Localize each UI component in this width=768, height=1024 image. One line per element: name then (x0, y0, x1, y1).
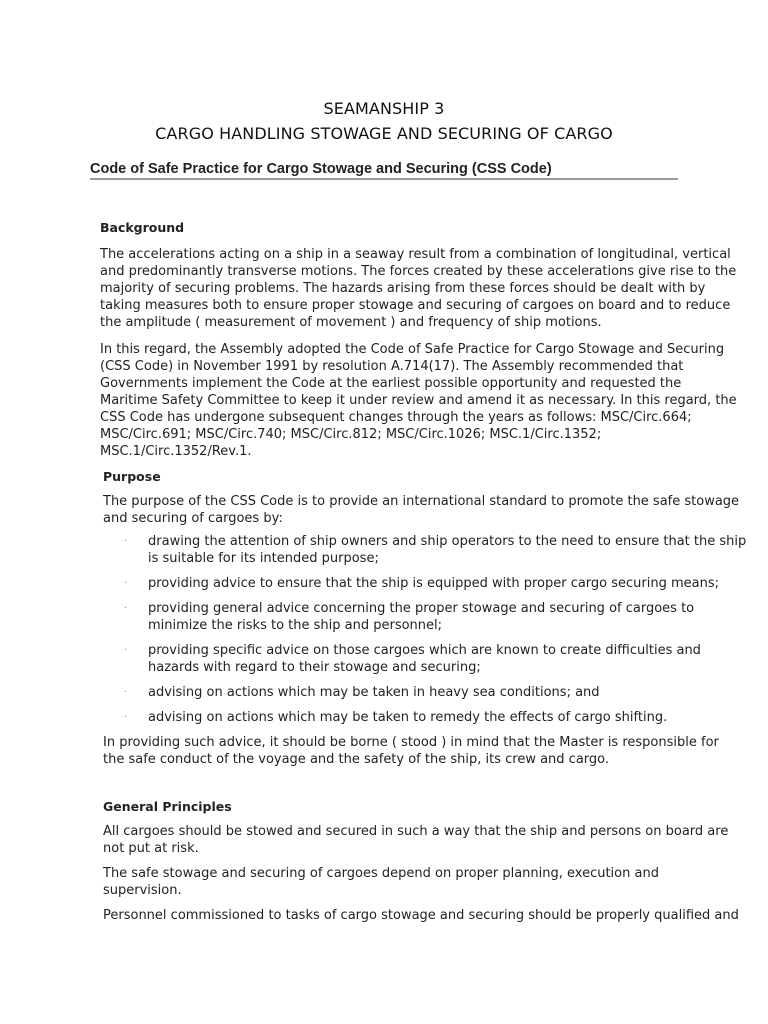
purpose-intro: The purpose of the CSS Code is to provide an international standard to promote the safe stowage and securing of cargoes by: (103, 494, 740, 526)
list-item-text: advising on actions which may be taken to remedy the effects of cargo shifting. (148, 710, 668, 725)
bullet-marker: · (124, 603, 128, 614)
list-item-text: advising on actions which may be taken in heavy sea conditions; and (148, 685, 600, 700)
title-block (0, 96, 768, 146)
general-principles-heading: General Principles (103, 799, 232, 814)
code-heading: Code of Safe Practice for Cargo Stowage and Securing (CSS Code) (90, 161, 678, 180)
list-item (100, 575, 748, 592)
list-item (100, 642, 748, 676)
bullet-marker: · (124, 712, 128, 723)
background-paragraph-2: In this regard, the Assembly adopted the Code of Safe Practice for Cargo Stowage and Securing (CSS Code) in November 1991 by resolution A.714(17). The Assembly recommended that Governments implement the Code at the earliest possible opportunity and requested the Maritime Safety Committee to keep it under review and amend it as necessary. In this regard, the CSS Code has undergone subsequent changes through the years as follows: MSC/Circ.664; MSC/Circ.691; MSC/Circ.740; MSC/Circ.812; MSC/Circ.1026; MSC.1/Circ.1352; MSC.1/Circ.1352/Rev.1. (100, 342, 737, 459)
document-body (100, 219, 747, 924)
list-item (100, 709, 748, 726)
background-paragraph-1: The accelerations acting on a ship in a seaway result from a combination of longitudinal, vertical and predominantly transverse motions. The forces created by these accelerations give rise to the majority of securing problems. The hazards arising from these forces should be dealt with by taking measures both to ensure proper stowage and securing of cargoes on board and to reduce the amplitude ( measurement of movement ) and frequency of ship motions. (100, 247, 737, 330)
document-subtitle: CARGO HANDLING STOWAGE AND SECURING OF CARGO (155, 124, 613, 143)
general-principles-paragraph-1: All cargoes should be stowed and secured in such a way that the ship and persons on board are not put at risk. (103, 824, 729, 856)
general-principles-paragraph-3: Personnel commissioned to tasks of cargo stowage and securing should be properly qualified and (103, 908, 739, 923)
purpose-list (100, 533, 747, 726)
bullet-marker: · (124, 578, 128, 589)
list-item-text: drawing the attention of ship owners and ship operators to the need to ensure that the ship is suitable for its intended purpose; (148, 534, 747, 566)
background-heading: Background (100, 220, 185, 235)
list-item-text: providing general advice concerning the proper stowage and securing of cargoes to minimize the risks to the ship and personnel; (148, 601, 695, 633)
bullet-marker: · (124, 687, 128, 698)
list-item-text: providing advice to ensure that the ship is equipped with proper cargo securing means; (148, 576, 720, 591)
bullet-marker: · (124, 645, 128, 656)
list-item-text: providing specific advice on those cargoes which are known to create difficulties and hazards with regard to their stowage and securing; (148, 643, 701, 675)
purpose-heading: Purpose (103, 469, 161, 484)
list-item (100, 600, 748, 634)
general-principles-paragraph-2: The safe stowage and securing of cargoes depend on proper planning, execution and supervision. (103, 866, 659, 898)
list-item (100, 533, 748, 567)
purpose-closing: In providing such advice, it should be borne ( stood ) in mind that the Master is responsible for the safe conduct of the voyage and the safety of the ship, its crew and cargo. (103, 735, 719, 767)
bullet-marker: · (124, 536, 128, 547)
document-title: SEAMANSHIP 3 (323, 99, 445, 118)
list-item (100, 684, 748, 701)
